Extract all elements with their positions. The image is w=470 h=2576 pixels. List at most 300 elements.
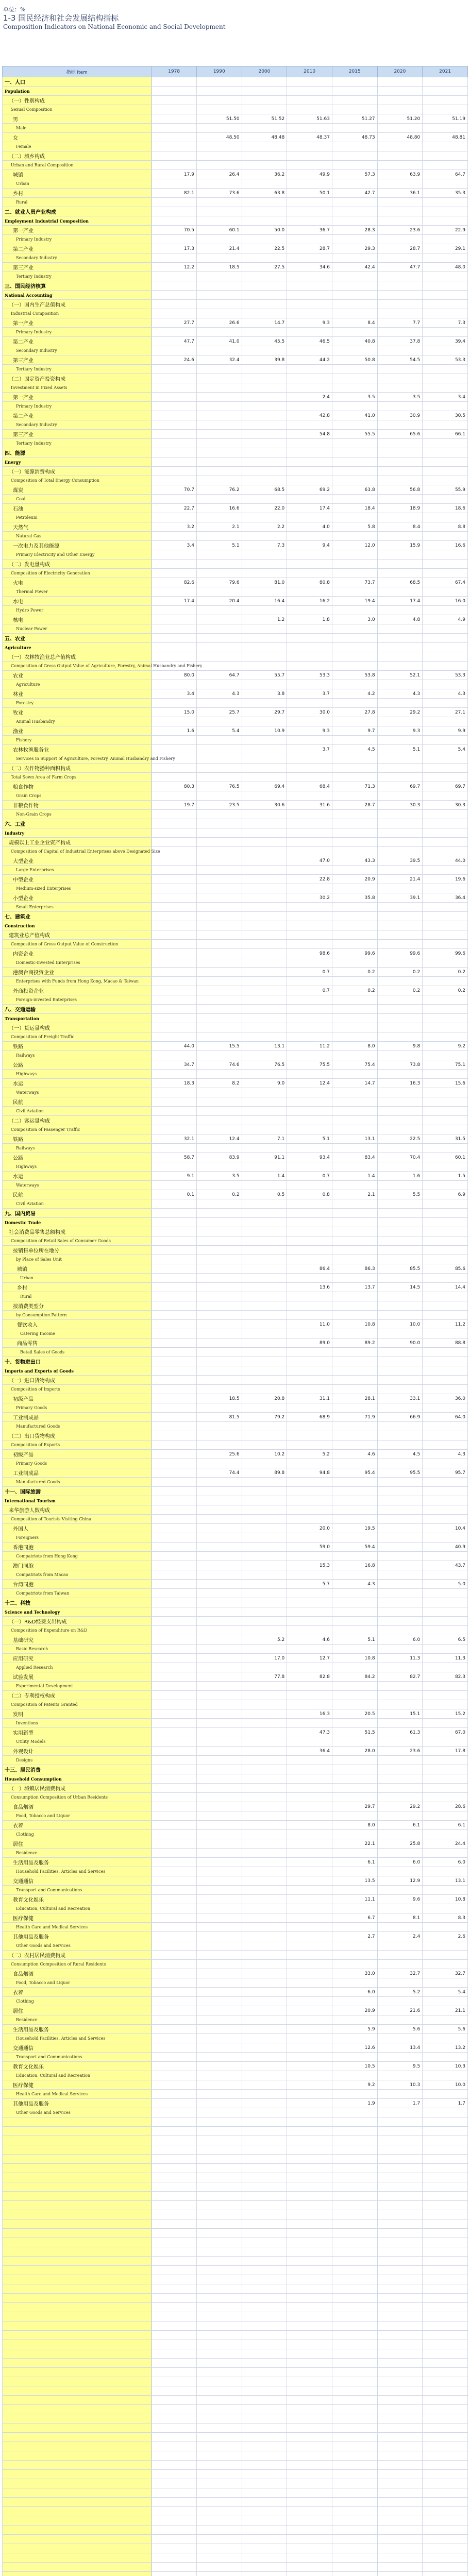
table-cell-empty (287, 2544, 332, 2553)
table-cell-empty (377, 2433, 423, 2442)
empty-row (3, 2433, 468, 2442)
table-cell (242, 550, 287, 560)
table-cell: 0.7 (287, 1172, 332, 1181)
table-row (3, 485, 468, 495)
table-cell (332, 1997, 377, 2006)
table-cell: 36.4 (287, 1747, 332, 1756)
table-row (3, 986, 468, 995)
table-cell-empty (423, 2396, 468, 2405)
table-cell-empty (242, 2368, 287, 2377)
table-cell-empty (196, 2451, 242, 2461)
table-cell (287, 1570, 332, 1580)
table-cell-empty (332, 2516, 377, 2526)
empty-row (3, 2210, 468, 2219)
table-cell (287, 439, 332, 448)
table-cell-empty (423, 2488, 468, 2498)
table-cell: 2.1 (196, 522, 242, 532)
table-cell-empty (377, 2210, 423, 2219)
table-cell (287, 1496, 332, 1505)
table-cell: 23.6 (377, 1747, 423, 1756)
table-row (3, 1802, 468, 1811)
table-cell-empty (242, 2155, 287, 2164)
table-cell (152, 958, 197, 968)
table-cell (377, 1904, 423, 1913)
table-cell: 86.4 (287, 1264, 332, 1274)
table-cell (423, 1505, 468, 1515)
table-cell-empty (152, 2117, 197, 2127)
table-cell-empty (423, 2498, 468, 2507)
table-cell (287, 2043, 332, 2053)
table-cell (242, 866, 287, 875)
table-cell (287, 420, 332, 430)
row-label-en: Composition of Electricity Generation (3, 569, 152, 578)
table-cell-empty (196, 2414, 242, 2424)
table-cell (152, 977, 197, 986)
table-cell (152, 764, 197, 773)
table-cell-empty (152, 2284, 197, 2294)
table-cell (242, 2015, 287, 2025)
table-cell (287, 680, 332, 689)
empty-row (3, 2349, 468, 2359)
table-cell (152, 2015, 197, 2025)
table-cell (332, 1960, 377, 1969)
table-cell-empty (332, 2544, 377, 2553)
table-cell (242, 374, 287, 383)
table-cell (332, 495, 377, 504)
table-cell (242, 1181, 287, 1190)
table-cell (287, 1348, 332, 1357)
table-cell (196, 105, 242, 114)
table-cell: 70.7 (152, 485, 197, 495)
table-cell: 20.9 (332, 875, 377, 884)
table-cell-empty (196, 2331, 242, 2340)
table-cell (287, 634, 332, 643)
table-cell (152, 1580, 197, 1589)
row-label-en: Rural (3, 1292, 152, 1301)
row-label-zh: 其他用品及服务 (3, 2099, 152, 2108)
table-cell (242, 764, 287, 773)
table-cell-empty (196, 2349, 242, 2359)
table-cell: 30.2 (287, 893, 332, 903)
table-cell: 95.7 (423, 1468, 468, 1478)
table-row (3, 828, 468, 838)
table-cell (332, 457, 377, 467)
table-row (3, 662, 468, 671)
table-cell-empty (287, 2247, 332, 2257)
table-cell (152, 1951, 197, 1960)
table-cell (377, 96, 423, 105)
table-cell (196, 439, 242, 448)
row-label-empty (3, 2210, 152, 2219)
table-cell (152, 2034, 197, 2043)
table-cell: 68.5 (242, 485, 287, 495)
table-cell (423, 1403, 468, 1413)
table-cell (377, 1589, 423, 1598)
table-row (3, 2053, 468, 2062)
row-label-zh: （二）客运量构成 (3, 1116, 152, 1125)
table-cell (287, 903, 332, 912)
table-cell-empty (332, 2145, 377, 2155)
table-row (3, 1784, 468, 1793)
table-row (3, 1691, 468, 1700)
table-cell: 37.8 (377, 337, 423, 346)
table-cell (196, 736, 242, 745)
table-cell (377, 439, 423, 448)
table-cell: 18.5 (196, 1394, 242, 1403)
table-cell-empty (423, 2553, 468, 2563)
table-cell (242, 402, 287, 411)
table-cell (423, 819, 468, 828)
row-label-zh: 水运 (3, 1172, 152, 1181)
table-cell (377, 958, 423, 968)
row-label-en: Compatriots from Hong Kong (3, 1552, 152, 1561)
table-cell: 82.1 (152, 189, 197, 198)
table-cell (196, 912, 242, 921)
table-cell (377, 1246, 423, 1255)
table-cell-empty (332, 2553, 377, 2563)
row-label-zh: 第一产业 (3, 393, 152, 402)
table-cell (196, 1385, 242, 1394)
row-label-zh: 火电 (3, 578, 152, 587)
table-cell-empty (287, 2229, 332, 2238)
table-cell: 19.6 (423, 875, 468, 884)
table-cell (152, 1700, 197, 1709)
table-cell (423, 1960, 468, 1969)
table-cell (377, 374, 423, 383)
table-cell (152, 1978, 197, 1988)
table-cell (152, 1849, 197, 1858)
table-cell (287, 1385, 332, 1394)
table-row (3, 96, 468, 105)
table-cell: 4.3 (377, 689, 423, 699)
row-label-zh: 外观设计 (3, 1747, 152, 1756)
table-cell-empty (332, 2275, 377, 2284)
table-cell: 15.3 (287, 1561, 332, 1570)
table-cell (377, 1236, 423, 1246)
table-row (3, 1070, 468, 1079)
table-cell (377, 819, 423, 828)
table-cell (196, 1960, 242, 1969)
table-cell (152, 114, 197, 124)
table-cell-empty (242, 2173, 287, 2182)
table-cell-empty (196, 2247, 242, 2257)
row-label-en: Primary Goods (3, 1459, 152, 1468)
table-cell-empty (377, 2479, 423, 2488)
table-cell (287, 1617, 332, 1626)
table-cell (152, 1338, 197, 1348)
table-cell (152, 1107, 197, 1116)
table-cell (196, 1969, 242, 1978)
row-label-empty (3, 2526, 152, 2535)
table-cell: 15.2 (423, 1709, 468, 1719)
row-label-en: Foreign-invested Enterprises (3, 995, 152, 1005)
empty-row (3, 2136, 468, 2145)
table-cell (332, 903, 377, 912)
table-cell (287, 513, 332, 522)
row-label-empty (3, 2544, 152, 2553)
table-cell (242, 142, 287, 151)
table-row (3, 1153, 468, 1162)
table-cell (242, 1849, 287, 1858)
row-label-en: Tertiary Industry (3, 272, 152, 281)
table-cell (242, 1784, 287, 1793)
table-cell (196, 161, 242, 170)
table-cell (242, 791, 287, 801)
row-label-zh: 香港同胞 (3, 1543, 152, 1552)
table-cell (332, 1793, 377, 1802)
table-cell: 5.2 (287, 1450, 332, 1459)
table-cell-empty (377, 2294, 423, 2303)
table-cell (152, 1366, 197, 1376)
table-cell (152, 1385, 197, 1394)
table-cell: 12.4 (287, 1079, 332, 1088)
table-cell (287, 736, 332, 745)
table-cell-empty (196, 2368, 242, 2377)
table-cell (423, 216, 468, 226)
table-cell: 0.2 (332, 968, 377, 977)
table-cell (196, 1728, 242, 1737)
table-cell (196, 2080, 242, 2090)
table-cell (152, 1070, 197, 1079)
table-cell (287, 346, 332, 355)
empty-row (3, 2488, 468, 2498)
table-cell (377, 457, 423, 467)
table-cell (242, 662, 287, 671)
table-row (3, 717, 468, 726)
table-cell (196, 383, 242, 393)
table-cell (287, 1756, 332, 1765)
table-cell (377, 1125, 423, 1134)
table-cell (152, 995, 197, 1005)
table-cell (242, 1125, 287, 1134)
table-row (3, 1236, 468, 1246)
table-cell (242, 1107, 287, 1116)
empty-row (3, 2164, 468, 2173)
table-cell (152, 606, 197, 615)
table-cell: 19.7 (152, 801, 197, 810)
table-cell (377, 235, 423, 244)
table-cell (196, 1543, 242, 1552)
table-cell (152, 1691, 197, 1700)
table-cell-empty (377, 2275, 423, 2284)
table-cell: 51.20 (377, 114, 423, 124)
row-label-zh: 工业制成品 (3, 1468, 152, 1478)
table-cell (423, 365, 468, 374)
table-row (3, 1097, 468, 1107)
table-cell (377, 1765, 423, 1774)
table-cell (377, 1255, 423, 1264)
table-cell-empty (242, 2229, 287, 2238)
table-cell (332, 1070, 377, 1079)
table-cell: 17.4 (287, 504, 332, 513)
table-row (3, 1422, 468, 1431)
table-cell (152, 420, 197, 430)
table-cell (242, 903, 287, 912)
empty-row (3, 2238, 468, 2247)
table-cell: 24.6 (152, 355, 197, 365)
table-cell (287, 1431, 332, 1440)
table-cell (423, 300, 468, 309)
table-cell (196, 893, 242, 903)
table-cell (152, 2043, 197, 2053)
empty-row (3, 2461, 468, 2470)
table-cell: 30.6 (242, 801, 287, 810)
table-cell (196, 1459, 242, 1468)
table-cell (242, 1422, 287, 1431)
row-label-en: Transport and Communications (3, 1886, 152, 1895)
table-cell (242, 1580, 287, 1589)
row-label-en: Population (3, 87, 152, 96)
table-cell (377, 1348, 423, 1357)
row-label-en: Household Facilities, Articles and Services (3, 2034, 152, 2043)
table-cell (332, 383, 377, 393)
table-cell (287, 652, 332, 662)
table-cell (152, 930, 197, 940)
table-cell: 5.4 (196, 726, 242, 736)
table-cell (152, 1283, 197, 1292)
table-row (3, 2071, 468, 2080)
table-cell (423, 1617, 468, 1626)
table-cell (196, 615, 242, 624)
table-cell (287, 1960, 332, 1969)
table-cell (242, 1969, 287, 1978)
table-cell-empty (332, 2210, 377, 2219)
table-row (3, 1589, 468, 1598)
table-cell (377, 1617, 423, 1626)
table-cell (287, 124, 332, 133)
table-cell (287, 253, 332, 263)
table-cell (423, 272, 468, 281)
table-cell (196, 1886, 242, 1895)
table-cell (196, 1162, 242, 1172)
table-cell-empty (152, 2368, 197, 2377)
table-cell: 9.9 (423, 726, 468, 736)
table-cell (196, 624, 242, 634)
table-cell (423, 1329, 468, 1338)
table-cell: 14.4 (423, 1283, 468, 1292)
table-cell (242, 2034, 287, 2043)
table-cell (423, 1978, 468, 1988)
table-cell-empty (423, 2442, 468, 2451)
table-cell (152, 77, 197, 87)
table-cell (242, 1570, 287, 1580)
table-cell-empty (332, 2192, 377, 2201)
table-cell (152, 179, 197, 189)
table-cell (152, 1320, 197, 1329)
table-cell-empty (377, 2451, 423, 2461)
table-cell (377, 77, 423, 87)
table-cell-empty (152, 2498, 197, 2507)
table-cell (152, 1496, 197, 1505)
table-cell (242, 1218, 287, 1227)
row-label-zh: 衣着 (3, 1988, 152, 1997)
table-cell (423, 346, 468, 355)
table-row (3, 884, 468, 893)
table-cell-empty (152, 2247, 197, 2257)
empty-row (3, 2442, 468, 2451)
table-cell: 9.3 (287, 726, 332, 736)
table-cell: 2.4 (287, 393, 332, 402)
table-cell (242, 1311, 287, 1320)
table-cell (332, 1849, 377, 1858)
table-cell (332, 448, 377, 457)
table-cell (423, 467, 468, 476)
table-cell: 11.2 (423, 1320, 468, 1329)
table-cell (377, 1960, 423, 1969)
table-cell-empty (242, 2424, 287, 2433)
row-label-zh: 六、工业 (3, 819, 152, 828)
table-cell (377, 1144, 423, 1153)
table-cell-empty (377, 2572, 423, 2576)
row-label-empty (3, 2433, 152, 2442)
table-cell (332, 958, 377, 968)
table-cell (423, 560, 468, 569)
table-cell (423, 606, 468, 615)
table-cell (377, 1199, 423, 1209)
table-cell (423, 1236, 468, 1246)
table-cell (332, 439, 377, 448)
table-cell (152, 96, 197, 105)
table-cell-empty (196, 2553, 242, 2563)
table-row (3, 513, 468, 522)
table-cell-empty (377, 2535, 423, 2544)
table-cell (287, 1311, 332, 1320)
row-label-zh: 外商投资企业 (3, 986, 152, 995)
table-cell (152, 142, 197, 151)
table-cell-empty (287, 2155, 332, 2164)
table-cell (242, 1858, 287, 1867)
table-cell (242, 1209, 287, 1218)
table-cell (287, 2015, 332, 2025)
row-label-en: Household Facilities, Articles and Services (3, 1867, 152, 1876)
row-label-en: Composition of Gross Output Value of Construction (3, 940, 152, 949)
table-cell (196, 328, 242, 337)
table-cell (242, 736, 287, 745)
table-cell (152, 652, 197, 662)
row-label-empty (3, 2238, 152, 2247)
table-cell-empty (152, 2275, 197, 2284)
table-cell (423, 1301, 468, 1311)
table-cell (242, 1719, 287, 1728)
table-cell (423, 105, 468, 114)
table-cell-empty (152, 2219, 197, 2229)
table-cell-empty (196, 2117, 242, 2127)
table-cell: 0.7 (287, 986, 332, 995)
table-cell-empty (377, 2127, 423, 2136)
table-cell (377, 253, 423, 263)
table-cell: 27.1 (423, 708, 468, 717)
table-cell: 47.3 (287, 1728, 332, 1737)
table-cell-empty (196, 2303, 242, 2312)
row-label-empty (3, 2182, 152, 2192)
row-label-en: Transport and Communications (3, 2053, 152, 2062)
row-label-zh: 五、农业 (3, 634, 152, 643)
table-cell (377, 1162, 423, 1172)
table-row (3, 624, 468, 634)
table-cell (332, 569, 377, 578)
table-cell (423, 1023, 468, 1032)
table-cell (242, 1292, 287, 1301)
row-label-en: Forestry (3, 699, 152, 708)
table-cell: 10.0 (377, 1320, 423, 1329)
table-cell: 20.0 (287, 1524, 332, 1533)
table-cell-empty (152, 2294, 197, 2303)
table-cell (242, 958, 287, 968)
table-cell (377, 1682, 423, 1691)
table-cell: 17.9 (152, 170, 197, 179)
table-cell-empty (423, 2275, 468, 2284)
table-row (3, 958, 468, 968)
